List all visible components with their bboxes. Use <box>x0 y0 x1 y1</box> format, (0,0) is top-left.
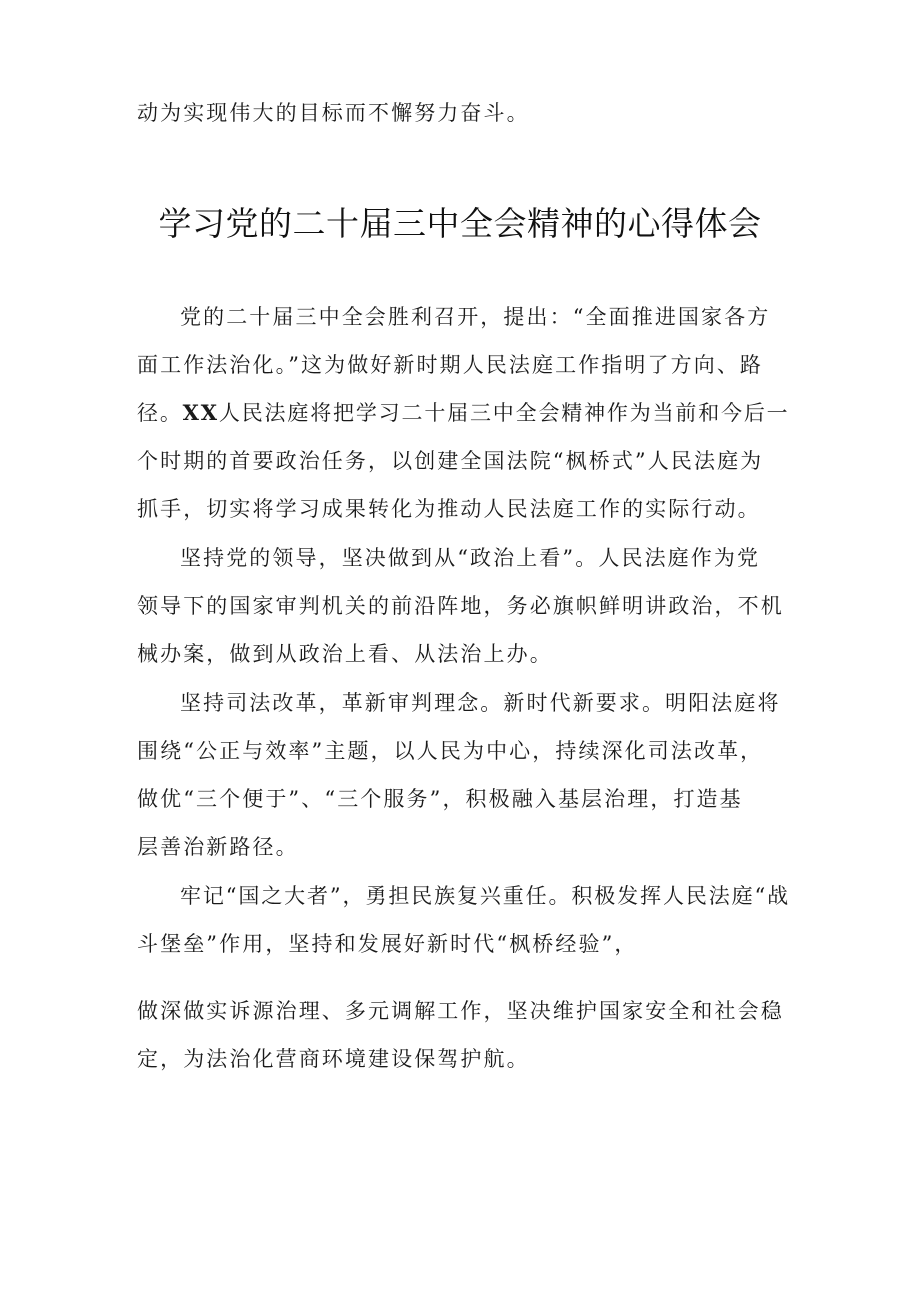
paragraph-1-line-4: 个时期的首要政治任务，以创建全国法院“枫桥式”人民法庭为 <box>137 449 764 473</box>
paragraph-4-line-1: 牢记“国之大者”，勇担民族复兴重任。积极发挥人民法庭“战 <box>180 884 791 908</box>
intro-line: 动为实现伟大的目标而不懈努力奋斗。 <box>137 101 530 125</box>
paragraph-5-line-2: 定，为法治化营商环境建设保驾护航。 <box>137 1047 530 1071</box>
page-title: 学习党的二十届三中全会精神的心得体会 <box>158 204 762 243</box>
paragraph-1-line-3 <box>137 398 790 428</box>
paragraph-1-line-1: 党的二十届三中全会胜利召开，提出：“全面推进国家各方 <box>180 305 771 329</box>
paragraph-1-line-3-start: 径。 <box>137 401 183 425</box>
paragraph-2-line-2: 领导下的国家审判机关的前沿阵地，务必旗帜鲜明讲政治，不机 <box>137 594 784 618</box>
paragraph-1-line-2: 面工作法治化。”这为做好新时期人民法庭工作指明了方向、路 <box>137 353 764 377</box>
paragraph-2-line-1: 坚持党的领导，坚决做到从“政治上看”。人民法庭作为党 <box>180 546 761 570</box>
paragraph-3-line-1: 坚持司法改革，革新审判理念。新时代新要求。明阳法庭将 <box>180 691 781 715</box>
paragraph-3-line-3: 做优“三个便于”、“三个服务”，积极融入基层治理，打造基 <box>137 787 743 811</box>
court-name-placeholder: XX <box>182 400 219 425</box>
paragraph-1-line-5: 抓手，切实将学习成果转化为推动人民法庭工作的实际行动。 <box>137 497 761 521</box>
paragraph-4-line-2: 斗堡垒”作用，坚持和发展好新时代“枫桥经验”， <box>137 932 638 956</box>
paragraph-2-line-3: 械办案，做到从政治上看、从法治上办。 <box>137 642 553 666</box>
paragraph-3-line-2: 围绕“公正与效率”主题，以人民为中心，持续深化司法改革， <box>137 739 764 763</box>
paragraph-5-line-1: 做深做实诉源治理、多元调解工作，坚决维护国家安全和社会稳 <box>137 999 784 1023</box>
paragraph-1-line-3-rest: 人民法庭将把学习二十届三中全会精神作为当前和今后一 <box>218 401 790 425</box>
paragraph-3-line-4: 层善治新路径。 <box>137 835 299 859</box>
